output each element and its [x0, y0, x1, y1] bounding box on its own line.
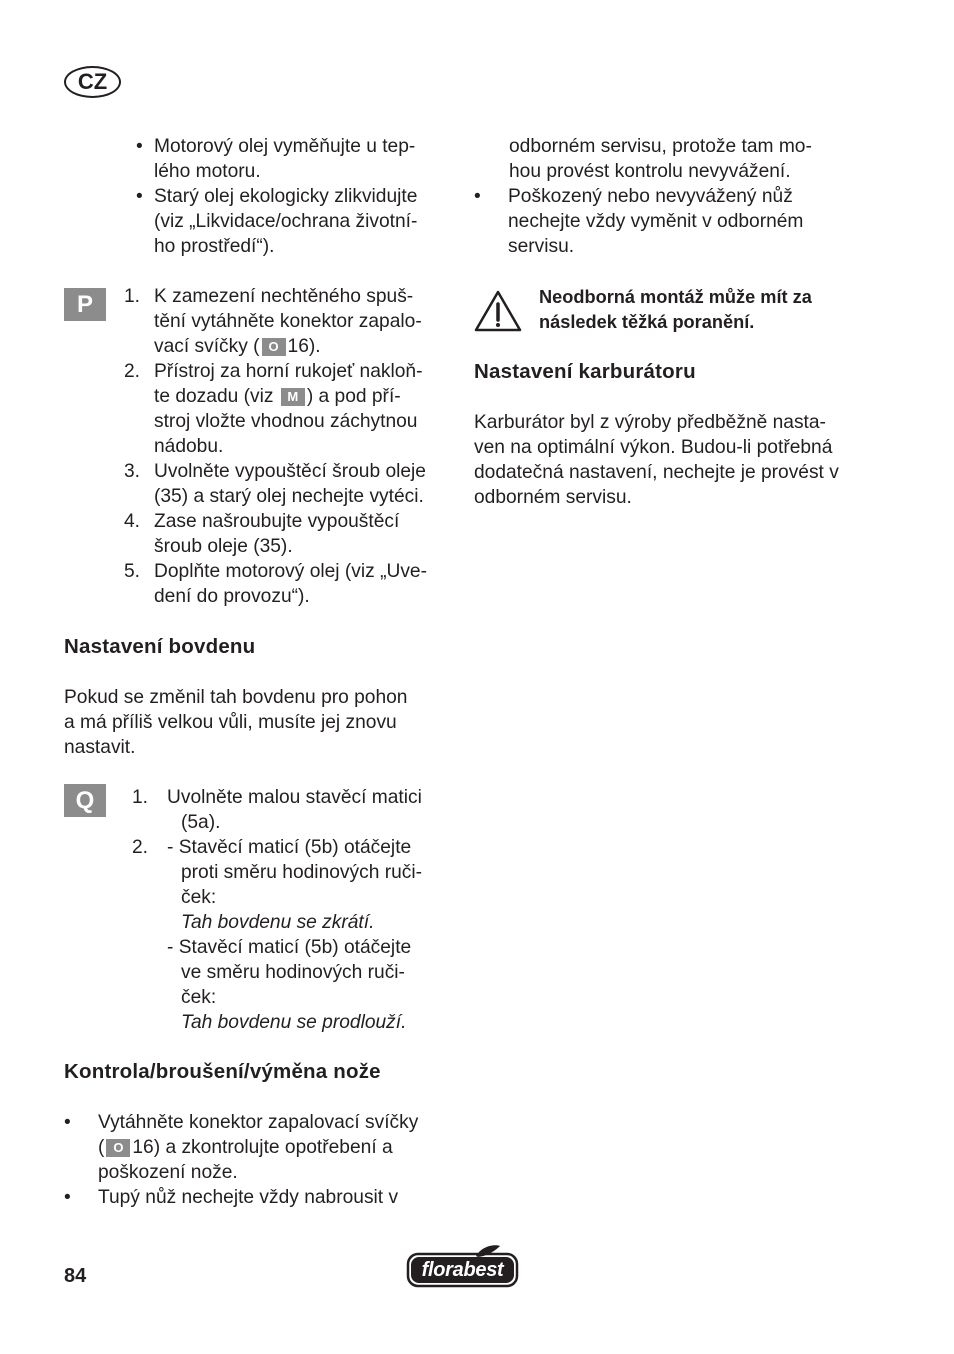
figure-ref-badge: O — [262, 338, 286, 356]
step-item: 3. Uvolněte vypouštěcí šroub oleje (35) a starý olej nechejte vytéci. — [124, 461, 426, 507]
bullet-item: • Tupý nůž nechejte vždy nabrousit v — [64, 1185, 464, 1210]
step-item: 4. Zase našroubujte vypouštěcí šroub oleje (35). — [124, 511, 400, 557]
figure-ref-badge: M — [281, 388, 305, 406]
step-item: 2. Přístroj za horní rukojeť nakloň- te dozadu (viz M ) a pod pří- stroj vložte vhodnou záchytnou nádobu. — [124, 361, 423, 457]
blade-replace-bullet — [474, 184, 854, 259]
section-badge-q: Q — [64, 784, 106, 817]
oil-bullets — [136, 134, 456, 259]
oil-change-steps — [124, 284, 454, 609]
section-badge-p: P — [64, 288, 106, 321]
logo-text: florabest — [421, 1259, 504, 1281]
section-heading-carburetor: Nastavení karburátoru — [474, 360, 696, 383]
bullet-item: • Vytáhněte konektor zapalovací svíčky ( O 16) a zkontrolujte opotřebení a poškození nože. — [64, 1110, 464, 1185]
continued-text: odborném servisu, protože tam mo- hou provést kontrolu nevyvážení. — [509, 136, 812, 182]
step-item: 1. K zamezení nechtěného spuš- tění vytáhněte konektor zapalo- vací svíčky ( O 16). — [124, 286, 422, 357]
bullet-item: • Poškozený nebo nevyvážený nůž nechejte vždy vyměnit v odborném servisu. — [474, 184, 854, 259]
section-heading-blade: Kontrola/broušení/výměna nože — [64, 1060, 381, 1083]
brand-logo — [406, 1244, 519, 1288]
figure-ref-badge: O — [106, 1139, 130, 1157]
blade-bullets — [64, 1110, 464, 1210]
step-item: 2. - Stavěcí maticí (5b) otáčejte proti směru hodinových ruči- ček: Tah bovdenu se zkrátí. - Stavěcí maticí (5b) otáčejte ve směru hodinových ruči- ček: Tah bovdenu se prodlouží. — [132, 837, 423, 1033]
warning-text: Neodborná montáž může mít za následek těžká poranění. — [539, 287, 812, 332]
language-badge: CZ — [64, 66, 121, 98]
bowden-steps — [132, 785, 452, 1035]
section-heading-bowden: Nastavení bovdenu — [64, 635, 256, 658]
bullet-item: • Starý olej ekologicky zlikvidujte (viz „Likvidace/ochrana životní- ho prostředí“). — [136, 184, 456, 259]
bullet-item: • Motorový olej vyměňujte u tep- lého motoru. — [136, 134, 456, 184]
warning-icon — [474, 290, 522, 332]
carburetor-paragraph: Karburátor byl z výroby předběžně nasta- ven na optimální výkon. Budou-li potřebná dodatečná nastavení, nechejte je provést v odborném servisu. — [474, 412, 839, 508]
step-item: 1. Uvolněte malou stavěcí matici (5a). — [132, 787, 422, 833]
step-item: 5. Doplňte motorový olej (viz „Uve- dení do provozu“). — [124, 561, 427, 607]
page-number: 84 — [64, 1265, 87, 1287]
bowden-paragraph: Pokud se změnil tah bovdenu pro pohon a má příliš velkou vůli, musíte jej znovu nastavit. — [64, 687, 408, 758]
